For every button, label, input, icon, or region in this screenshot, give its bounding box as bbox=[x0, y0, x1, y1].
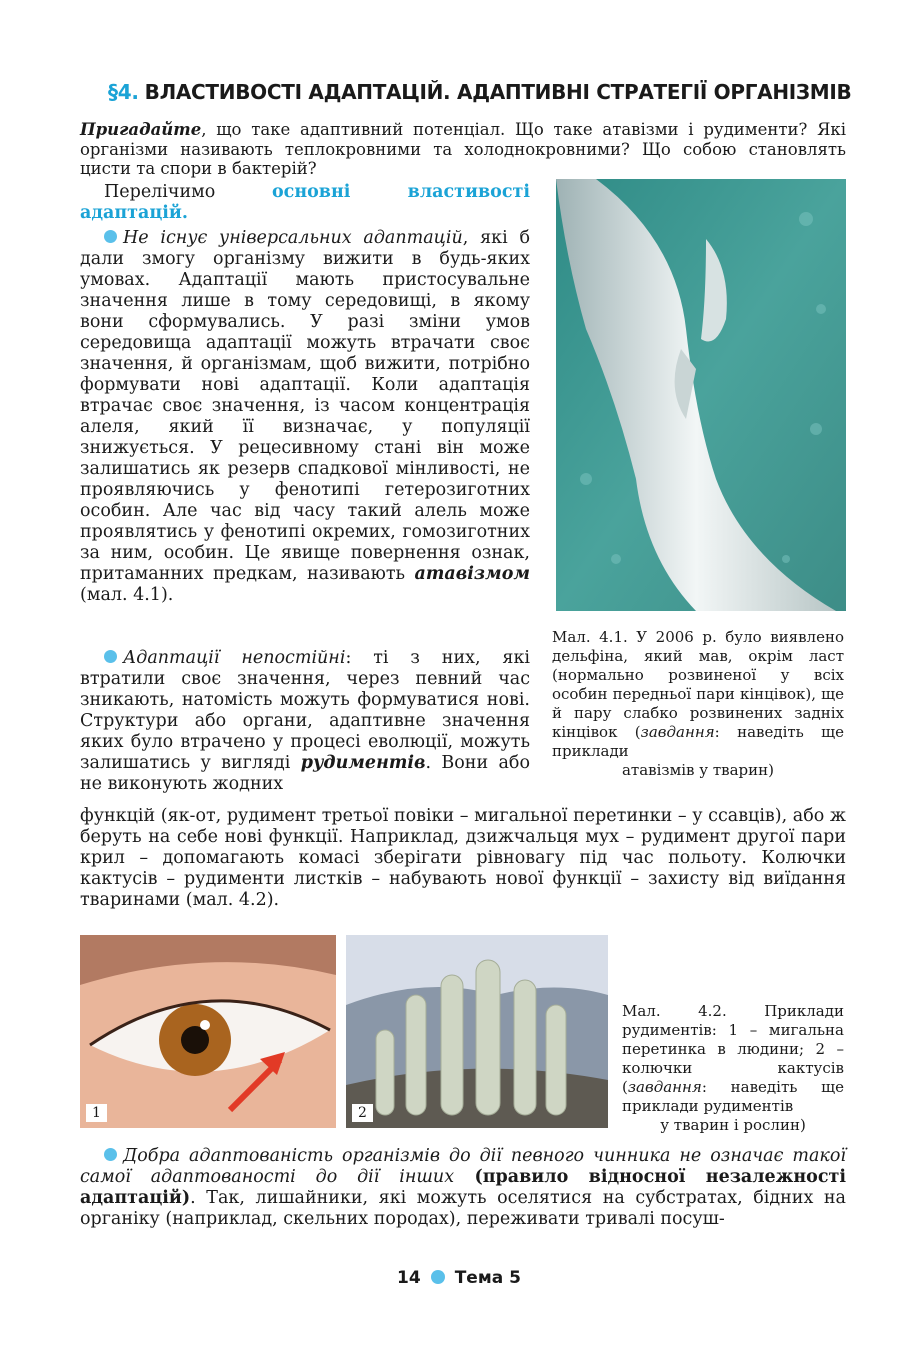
paragraph-properties bbox=[80, 182, 530, 224]
intro-lead: Пригадайте bbox=[80, 120, 202, 139]
fig2-tail: : наведіть ще приклади рудиментів bbox=[622, 1078, 844, 1115]
bullet-icon bbox=[104, 230, 117, 243]
footer-dot-icon bbox=[431, 1270, 445, 1284]
figure-4-2-caption bbox=[622, 1002, 844, 1135]
p3-italic: Адаптації непостійні bbox=[123, 648, 346, 668]
p3-tail: . Вони або не виконують жодних bbox=[80, 753, 530, 794]
cactus-photo-number: 2 bbox=[352, 1104, 373, 1122]
fig2-task: завдання bbox=[627, 1078, 702, 1096]
cactus-photo bbox=[346, 935, 608, 1128]
p3-term: рудиментів bbox=[300, 753, 426, 773]
page-number: 14 bbox=[397, 1268, 421, 1288]
figure-4-1-caption bbox=[552, 628, 844, 780]
dolphin-photo bbox=[556, 179, 846, 611]
paragraph-rudiments bbox=[80, 648, 530, 795]
fig2-last: у тварин і рослин) bbox=[660, 1116, 806, 1134]
paragraph-rudiments-cont bbox=[80, 806, 846, 911]
eye-photo bbox=[80, 935, 336, 1128]
eye-photo-number: 1 bbox=[86, 1104, 107, 1122]
p3-cont: функцій (як-от, рудимент третьої повіки – мигальної перетинки – у ссавців), або ж беруть на себе нові функції. Наприклад, дзижчальця мух – рудимент другої пари крил – допомагають комасі зберігати рівновагу під час польоту. Колючки кактусів – рудименти листків – набувають нової функції – захисту від виїдання тваринами (мал. 4.2). bbox=[80, 806, 846, 910]
section-title: ВЛАСТИВОСТІ АДАПТАЦІЙ. АДАПТИВНІ СТРАТЕГІЇ ОРГАНІЗМІВ bbox=[144, 80, 852, 104]
p2-term: атавізмом bbox=[414, 564, 530, 584]
section-heading bbox=[108, 80, 868, 104]
p2-italic: Не існує універсальних адаптацій bbox=[123, 228, 463, 248]
fig1-task: завдання bbox=[640, 723, 715, 741]
p3-text: : ті з них, які втратили своє значення, через певний час зникають, натомість можуть формуватися нові. Структури або органи, адаптивне значення яких було втрачено у процесі еволюції, можуть залишатись у вигляді bbox=[80, 648, 530, 773]
intro-text: , що таке адаптивний потенціал. Що таке атавізми і рудименти? Які організми називають теплокровними та холоднокровними? Що собою становлять цисти та спори в бактерій? bbox=[80, 120, 846, 178]
bullet-icon bbox=[104, 650, 117, 663]
paragraph-independence bbox=[80, 1146, 846, 1230]
fig1-last: атавізмів у тварин) bbox=[621, 761, 774, 779]
fig1-caption-text: Мал. 4.1. У 2006 р. було виявлено дельфіна, який мав, окрім ласт (нормально розвиненої у всіх особин передньої пари кінцівок), ще й пару слабко розвинених задніх кінцівок ( bbox=[552, 628, 844, 741]
p1-highlight: основні властивості адаптацій. bbox=[80, 182, 530, 223]
topic-label: Тема 5 bbox=[454, 1268, 521, 1288]
p4-bold: (правило відносної незалежності адаптацій) bbox=[80, 1167, 846, 1208]
bullet-icon bbox=[104, 1148, 117, 1161]
paragraph-atavism bbox=[80, 228, 530, 606]
p2-tail: (мал. 4.1). bbox=[80, 585, 174, 605]
section-number: §4. bbox=[108, 80, 139, 104]
p4-text: . Так, лишайники, які можуть оселятися на субстратах, бідних на органіку (наприклад, скельних породах), переживати тривалі посуш- bbox=[80, 1188, 846, 1229]
intro-paragraph bbox=[80, 120, 846, 179]
p1-text: Перелічимо bbox=[104, 182, 272, 202]
fig2-caption-text: Мал. 4.2. Приклади рудиментів: 1 – мигальна перетинка в людини; 2 – колючки кактусів ( bbox=[622, 1002, 844, 1096]
page-footer bbox=[0, 1268, 918, 1288]
p4-italic: Добра адаптованість організмів до дії певного чинника не означає такої самої адаптованості до дії інших bbox=[80, 1146, 846, 1187]
p2-text: , які б дали змогу організму вижити в будь-яких умовах. Адаптації мають пристосувальне значення лише в тому середовищі, в якому вони сформувались. У разі зміни умов середовища адаптації можуть втрачати своє значення, й організмам, щоб вижити, потрібно формувати нові адаптації. Коли адаптація втрачає своє значення, із часом концентрація алеля, який її визначає, у популяції знижується. У рецесивному стані він може залишатись як резерв спадкової мінливості, не проявляючись у фенотипі гетерозиготних особин. Але час від часу такий алель може проявлятись у фенотипі окремих, гомозиготних за ним, особин. Це явище повернення ознак, притаманних предкам, називають bbox=[80, 228, 530, 584]
fig1-tail: : наведіть ще приклади bbox=[552, 723, 844, 760]
